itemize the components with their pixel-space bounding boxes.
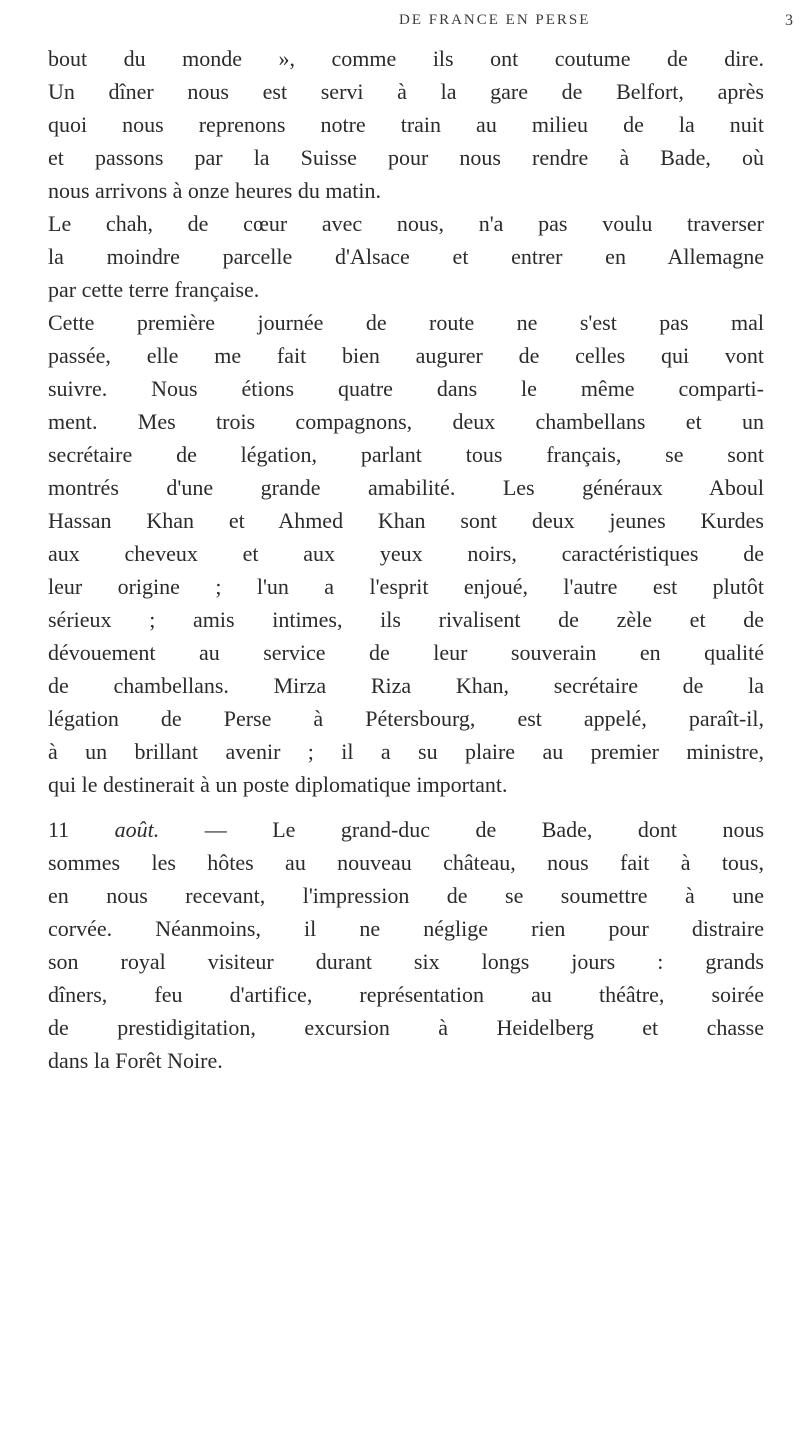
text-line: aux cheveux et aux yeux noirs, caractéristiques de <box>48 541 764 566</box>
text-line: légation de Perse à Pétersbourg, est appelé, paraît-il, <box>48 706 764 731</box>
text-line: son royal visiteur durant six longs jours : grands <box>48 949 764 974</box>
date-month: août. <box>114 817 160 842</box>
text-line: Un dîner nous est servi à la gare de Belfort, après <box>48 79 764 104</box>
running-head <box>0 12 800 42</box>
text-line: de chambellans. Mirza Riza Khan, secrétaire de la <box>48 673 764 698</box>
text-line: en nous recevant, l'impression de se soumettre à une <box>48 883 764 908</box>
text-line: leur origine ; l'un a l'esprit enjoué, l'autre est plutôt <box>48 574 764 599</box>
text-line: sommes les hôtes au nouveau château, nous fait à tous, <box>48 850 764 875</box>
page-number: 3 <box>785 12 793 29</box>
text-line: qui le destinerait à un poste diplomatique important. <box>48 772 508 797</box>
text-line: et passons par la Suisse pour nous rendre à Bade, où <box>48 145 764 170</box>
date-number: 11 <box>48 817 70 842</box>
text-line: dans la Forêt Noire. <box>48 1048 223 1073</box>
text-line: dîners, feu d'artifice, représentation au théâtre, soirée <box>48 982 764 1007</box>
text-line: ment. Mes trois compagnons, deux chambellans et un <box>48 409 764 434</box>
text-line: sérieux ; amis intimes, ils rivalisent de zèle et de <box>48 607 764 632</box>
text-line: bout du monde », comme ils ont coutume de dire. <box>48 46 764 71</box>
text-line: dévouement au service de leur souverain en qualité <box>48 640 764 665</box>
text-line: par cette terre française. <box>48 277 260 302</box>
running-title: DE FRANCE EN PERSE <box>399 12 591 28</box>
paragraph-gap <box>48 801 764 813</box>
text-line: nous arrivons à onze heures du matin. <box>48 178 381 203</box>
dated-entry-line <box>48 813 764 846</box>
text-line: passée, elle me fait bien augurer de celles qui vont <box>48 343 764 368</box>
text-line: Cette première journée de route ne s'est pas mal <box>48 310 764 335</box>
text-line: suivre. Nous étions quatre dans le même comparti- <box>48 376 764 401</box>
text-line: Le chah, de cœur avec nous, n'a pas voulu traverser <box>48 211 764 236</box>
text-line: corvée. Néanmoins, il ne néglige rien pour distraire <box>48 916 764 941</box>
text-line: la moindre parcelle d'Alsace et entrer en Allemagne <box>48 244 764 269</box>
text-line: à un brillant avenir ; il a su plaire au premier ministre, <box>48 739 764 764</box>
text-line: de prestidigitation, excursion à Heidelberg et chasse <box>48 1015 764 1040</box>
body-text <box>48 42 764 1077</box>
text-line: secrétaire de légation, parlant tous français, se sont <box>48 442 764 467</box>
text-line: Hassan Khan et Ahmed Khan sont deux jeunes Kurdes <box>48 508 764 533</box>
entry-text: — Le grand-duc de Bade, dont nous <box>159 817 765 842</box>
text-line: quoi nous reprenons notre train au milieu de la nuit <box>48 112 764 137</box>
text-line: montrés d'une grande amabilité. Les généraux Aboul <box>48 475 764 500</box>
